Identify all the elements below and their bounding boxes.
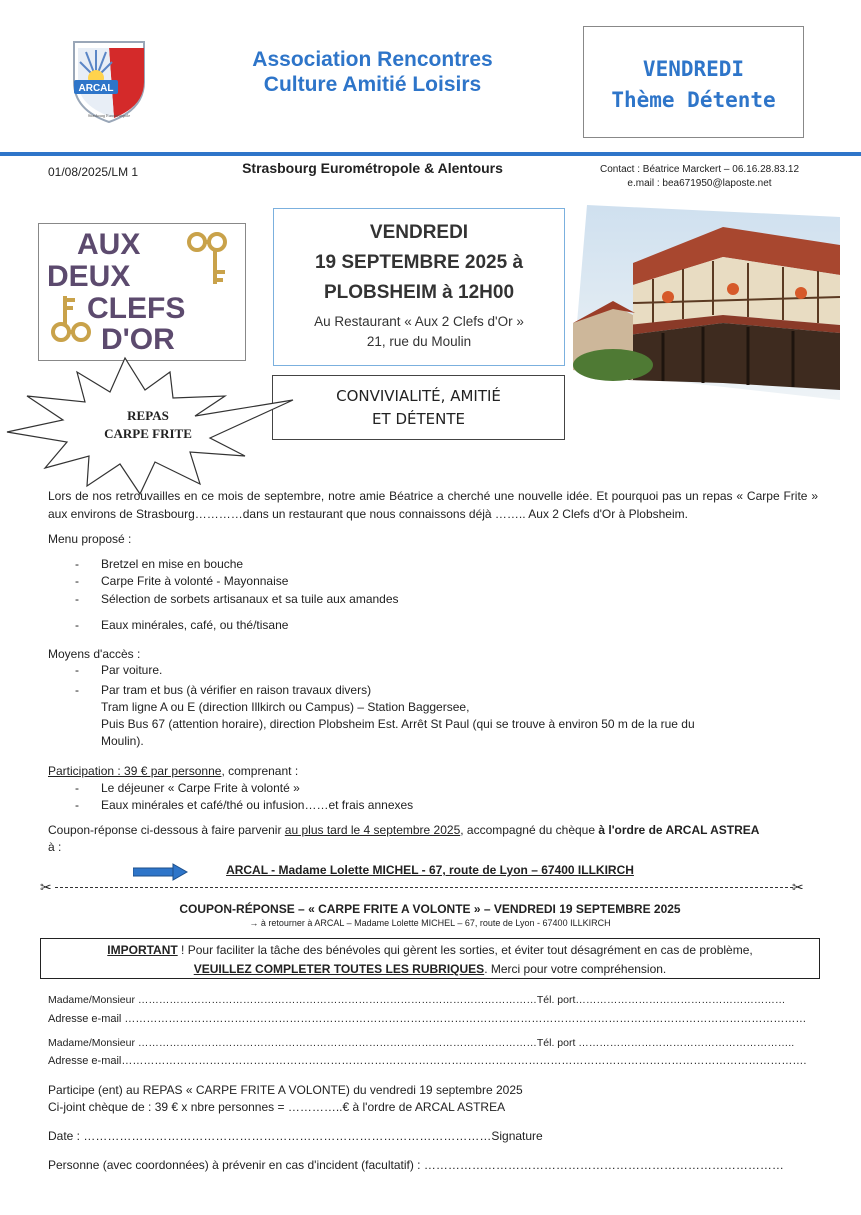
association-line2: Culture Amitié Loisirs [263,73,482,96]
access-bus-line: Puis Bus 67 (attention horaire), direction Plobsheim Est. Arrêt St Paul (qui se trouve à environ 50 m de la rue du [101,717,695,731]
event-venue: Au Restaurant « Aux 2 Clefs d'Or » [314,314,524,329]
menu-item: - Carpe Frite à volonté - Mayonnaise [75,574,289,588]
contact-phone: Contact : Béatrice Marckert – 06.16.28.83.12 [600,164,799,175]
event-date: 19 SEPTEMBRE 2025 à [314,252,524,273]
scissors-icon: ✂ [40,879,52,895]
event-place-time: PLOBSHEIM à 12H00 [323,282,515,303]
association-name [200,47,545,97]
contact-email: e.mail : bea671950@laposte.net [627,178,772,189]
logo-word-deux: DEUX [47,260,131,293]
access-item-tram: - Par tram et bus (à vérifier en raison travaux divers) [75,683,372,697]
name-phone-field-2[interactable]: Madame/Monsieur ……………………………………………………………………………………………………Tél. port …………………………………………………….. [48,1037,795,1049]
region-title: Strasbourg Eurométropole & Alentours [242,160,503,176]
arrow-right-icon [133,863,188,881]
starburst-line1: REPAS [127,408,169,423]
event-box [273,208,565,366]
important-label: IMPORTANT [107,943,178,957]
cut-line [55,887,793,888]
email-field-2[interactable]: Adresse e-mail……………………………………………………………………………………………………………………………………………………………………. [48,1055,807,1067]
menu-heading: Menu proposé : [48,532,132,546]
coupon-title: COUPON-RÉPONSE – « CARPE FRITE A VOLONTE » – VENDREDI 19 SEPTEMBRE 2025 [179,902,681,916]
logo-word-aux: AUX [77,228,141,261]
intro-paragraph: Lors de nos retrouvailles en ce mois de septembre, notre amie Béatrice a cherché une nouvelle idée. Et pourquoi pas un repas « Carpe Frite » aux environs de Strasbourg…………dans un restaurant que nous connaissons déjà …….. Aux 2 Clefs d'Or à Plobsheim. [48,489,818,521]
theme-box [583,26,804,138]
restaurant-photo [573,205,840,400]
theme-day: VENDREDI [642,57,745,81]
participation-statement: Participe (ent) au REPAS « CARPE FRITE A VOLONTE) du vendredi 19 septembre 2025 [48,1083,523,1097]
logo-text: ARCAL [78,83,114,94]
tagline-box [272,375,565,440]
starburst-badge [5,356,295,496]
event-day: VENDREDI [369,222,469,243]
emergency-contact-field[interactable]: Personne (avec coordonnées) à prévenir en cas d'incident (facultatif) : ……………………………………………………………………………… [48,1158,784,1172]
menu-item: - Eaux minérales, café, ou thé/tisane [75,618,289,632]
important-emphasis: VEUILLEZ COMPLETER TOUTES LES RUBRIQUES [193,962,485,976]
starburst-line2: CARPE FRITE [104,426,192,441]
header-divider [0,152,861,156]
logo-subtext: Strasbourg Eurométropole [87,113,131,118]
association-line1: Association Rencontres [252,48,493,71]
date-signature-field[interactable]: Date : …………………………………………………………………………………………Signature [48,1129,543,1143]
menu-item: - Bretzel en mise en bouche [75,557,244,571]
logo-word-dor: D'OR [101,323,175,356]
postal-address: ARCAL - Madame Lolette MICHEL - 67, route de Lyon – 67400 ILLKIRCH [226,863,634,877]
coupon-instructions-end: à : [48,840,62,854]
scissors-icon-right: ✂ [792,879,804,895]
access-item-car: - Par voiture. [75,663,163,677]
theme-name: Thème Détente [611,88,776,112]
participation-heading: Participation : 39 € par personne, comprenant : [48,764,299,778]
email-field-1[interactable]: Adresse e-mail …………………………………………………………………………………………………………………………………………………………………… [48,1013,807,1025]
menu-item: - Sélection de sorbets artisanaux et sa tuile aux amandes [75,592,399,606]
tagline-line2: ET DÉTENTE [372,410,465,428]
arcal-logo [66,38,152,124]
coupon-instructions: Coupon-réponse ci-dessous à faire parvenir au plus tard le 4 septembre 2025, accompagné du chèque à l'ordre de ARCAL ASTREA [48,823,760,837]
access-heading: Moyens d'accès : [48,647,141,661]
document-reference: 01/08/2025/LM 1 [48,165,139,179]
important-notice: IMPORTANT ! Pour faciliter la tâche des bénévoles qui gèrent les sorties, et éviter tout désagrément en cas de problème, VEUILLEZ COMPLETER TOUTES LES RUBRIQUES. Merci pour votre compréhension. [40,938,820,979]
event-street: 21, rue du Moulin [366,334,472,349]
participation-item: - Le déjeuner « Carpe Frite à volonté » [75,781,300,795]
participation-item: - Eaux minérales et café/thé ou infusion……et frais annexes [75,798,414,812]
contact-info [572,163,827,191]
restaurant-logo [38,223,246,361]
gold-key-icon-2 [53,296,89,340]
coupon-return-address: → à retourner à ARCAL – Madame Lolette MICHEL – 67, route de Lyon - 67400 ILLKIRCH [249,918,611,928]
tagline-line1: CONVIVIALITÉ, AMITIÉ [336,387,501,405]
name-phone-field-1[interactable]: Madame/Monsieur ……………………………………………………………………………………………………Tél. port…………………………………………………… [48,994,786,1006]
logo-word-clefs: CLEFS [87,292,186,325]
cheque-field[interactable]: Ci-joint chèque de : 39 € x nbre personnes = …………..€ à l'ordre de ARCAL ASTREA [48,1100,506,1114]
access-tram-line: Tram ligne A ou E (direction Illkirch ou Campus) – Station Baggersee, [101,700,470,714]
gold-key-icon [189,234,225,284]
access-bus-line-end: Moulin). [101,734,144,748]
